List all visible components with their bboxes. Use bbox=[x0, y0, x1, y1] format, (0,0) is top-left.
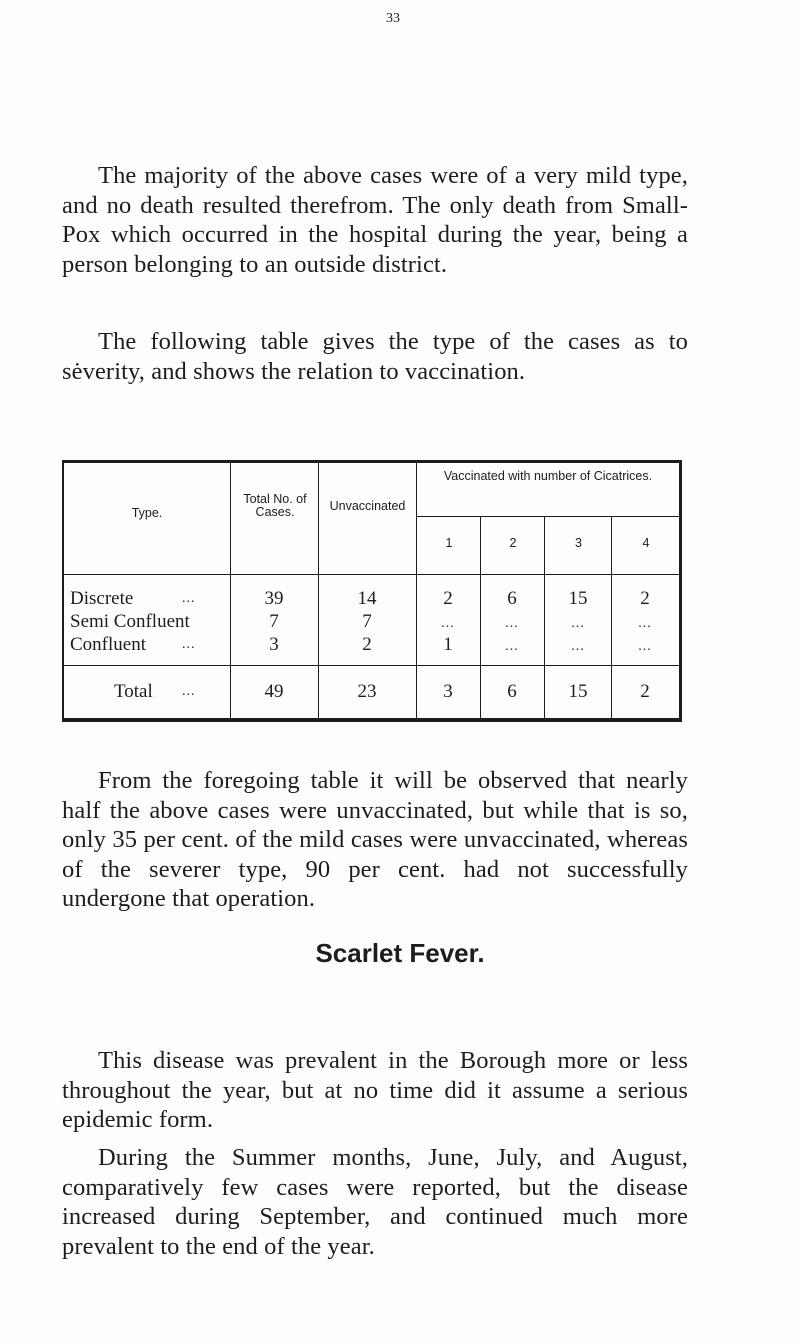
cell-total: 3 bbox=[269, 634, 279, 655]
header-cicatrices-2: 2 bbox=[509, 536, 517, 550]
cell-cic-1: 2 bbox=[443, 588, 453, 609]
paragraph-smallpox-deaths: The majority of the above cases were of a very mild type, and no death resulted therefrom. The only death from Small-Pox which occurred in the hospital during the year, being a person belonging to an outside district. bbox=[62, 162, 688, 278]
cell-unvaccinated: 23 bbox=[357, 681, 377, 702]
cell-cic-3: 15 bbox=[568, 588, 588, 609]
cell-cic-3: ... bbox=[571, 616, 585, 631]
header-cicatrices-1: 1 bbox=[445, 536, 453, 550]
leader-dots: ... bbox=[182, 637, 196, 652]
row-label-confluent: Confluent bbox=[70, 634, 146, 655]
header-cicatrices-4: 4 bbox=[642, 536, 650, 550]
smallpox-vaccination-table bbox=[62, 460, 682, 722]
row-label-total: Total bbox=[114, 681, 153, 702]
paragraph-scarlet-prevalence: This disease was prevalent in the Borough more or less throughout the year, but at no time did it assume a serious epidemic form. bbox=[62, 1047, 688, 1134]
cell-cic-3: 15 bbox=[568, 681, 588, 702]
cell-total: 39 bbox=[264, 588, 284, 609]
cell-total: 49 bbox=[264, 681, 284, 702]
section-heading-scarlet-fever: Scarlet Fever. bbox=[315, 938, 485, 968]
cell-cic-1: 1 bbox=[443, 634, 453, 655]
cell-cic-2: 6 bbox=[507, 588, 517, 609]
cell-cic-2: 6 bbox=[507, 681, 517, 702]
row-label-semi-confluent: Semi Confluent bbox=[70, 611, 190, 632]
leader-dots: ... bbox=[182, 591, 196, 606]
header-vaccinated-cicatrices: Vaccinated with number of Cicatrices. bbox=[443, 469, 653, 483]
page-number: 33 bbox=[386, 11, 400, 26]
header-cicatrices-3: 3 bbox=[575, 536, 582, 550]
paragraph-table-intro: The following table gives the type of the cases as to sėverity, and shows the relation to vaccination. bbox=[62, 328, 688, 385]
cell-cic-4: 2 bbox=[640, 588, 650, 609]
paragraph-table-analysis: From the foregoing table it will be observed that nearly half the above cases were unvaccinated, but while that is so, only 35 per cent. of the mild cases were unvaccinated, whereas of the severer type, 90 per cent. had not successfully undergone that operation. bbox=[62, 767, 688, 913]
cell-unvaccinated: 14 bbox=[357, 588, 377, 609]
cell-cic-1: 3 bbox=[443, 681, 453, 702]
leader-dots: ... bbox=[182, 684, 196, 699]
cell-total: 7 bbox=[269, 611, 279, 632]
header-total-cases: Total No. of Cases. bbox=[243, 492, 307, 519]
cell-cic-4: ... bbox=[638, 616, 652, 631]
cell-cic-2: ... bbox=[505, 616, 519, 631]
cell-cic-2: ... bbox=[505, 639, 519, 654]
cell-cic-4: ... bbox=[638, 639, 652, 654]
header-type: Type. bbox=[131, 506, 163, 520]
row-label-discrete: Discrete bbox=[70, 588, 134, 609]
paragraph-scarlet-summer: During the Summer months, June, July, and August, comparatively few cases were reported, but the disease increased during September, and continued much more prevalent to the end of the year. bbox=[62, 1144, 688, 1260]
header-unvaccinated: Unvaccinated bbox=[329, 499, 406, 513]
cell-cic-4: 2 bbox=[640, 681, 650, 702]
cell-unvaccinated: 2 bbox=[362, 634, 372, 655]
cell-cic-1: ... bbox=[441, 616, 455, 631]
cell-cic-3: ... bbox=[571, 639, 585, 654]
cell-unvaccinated: 7 bbox=[362, 611, 372, 632]
